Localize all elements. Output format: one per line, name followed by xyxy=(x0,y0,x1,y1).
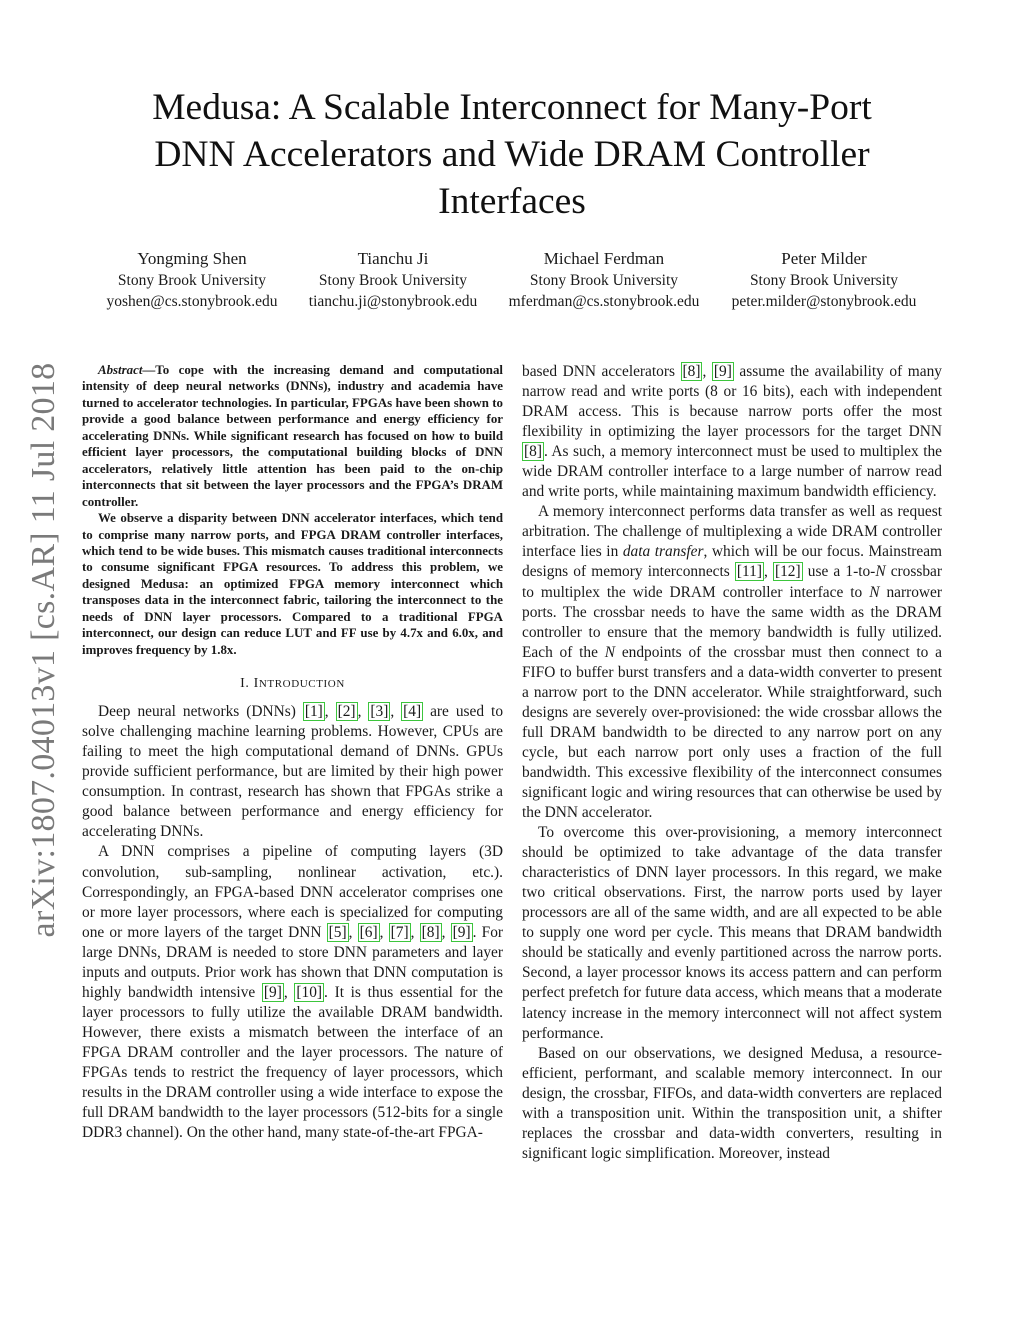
author-1 xyxy=(107,248,278,312)
author-affiliation: Stony Brook University xyxy=(117,272,267,289)
math-variable: N xyxy=(875,563,886,581)
right-paragraph-3: To overcome this over-provisioning, a memory interconnect should be optimized to take advantage of the data transfer characteristics of DNN layer processors. In this regard, we make two critical observations. First, the narrow ports used by layer processors are all of the same width, and are all expected to be able to supply one word per cycle. This means that DRAM bandwidth should be statically and evenly partitioned across the narrow ports. Second, a layer processor knows its access pattern and can perform perfect prefetch for future data access, which means that a moderate latency increase in the memory interconnect will not affect system performance. xyxy=(522,824,942,1042)
text-run: . For large DNNs, DRAM is needed to store DNN parameters and layer inputs and outputs. Prior work has shown that DNN computation is highly bandwidth intensive xyxy=(82,923,504,1001)
author-email: tianchu.ji@stonybrook.edu xyxy=(308,293,478,310)
abstract-dash: — xyxy=(142,363,156,377)
section-title-rest: NTRODUCTION xyxy=(258,678,345,691)
citation-link[interactable]: [8] xyxy=(421,923,440,941)
text-run: , xyxy=(357,703,369,721)
emphasis: data transfer xyxy=(622,543,704,561)
text-run: A memory interconnect performs data transfer as well as request arbitration. The challenge of multiplexing a wide DRAM controller interface lies in xyxy=(522,503,942,561)
text-run: use a 1-to- xyxy=(802,563,876,581)
text-run: , xyxy=(348,923,358,941)
text-run: , xyxy=(702,363,712,380)
author-name: Peter Milder xyxy=(781,249,867,268)
text-run: crossbar to multiplex the wide DRAM controller interface to xyxy=(522,563,942,601)
section-numeral: I. xyxy=(240,676,250,692)
title-line: Interfaces xyxy=(438,181,586,222)
citation-link[interactable]: [12] xyxy=(774,563,801,581)
title-line: DNN Accelerators and Wide DRAM Controller xyxy=(154,134,870,175)
citation-link[interactable]: [4] xyxy=(403,703,422,721)
citation-link[interactable]: [3] xyxy=(370,703,389,721)
abstract xyxy=(82,362,503,658)
citation-link[interactable]: [9] xyxy=(452,923,471,941)
text-run: , which will be our focus. Mainstream designs of memory interconnects xyxy=(522,543,942,581)
text-run: endpoints of the crossbar must then connect to a FIFO to buffer burst transfers and a data-width converter to present a narrow port to the DNN accelerator. While straightforward, such designs are severely over-provisioned: the wide crossbar allows the full DRAM bandwidth to be directed to any narrow port on any cycle, but each narrow port only uses a fraction of the full bandwidth. This excessive flexibility of the interconnect consumes significant logic and wiring resources that can otherwise be used by the DNN accelerator. xyxy=(522,643,942,822)
text-run: , xyxy=(410,923,420,941)
text-run: Deep neural networks (DNNs) xyxy=(98,703,303,721)
author-name: Yongming Shen xyxy=(137,249,247,268)
text-run: , xyxy=(379,923,389,941)
author-name: Michael Ferdman xyxy=(543,249,665,268)
author-name: Tianchu Ji xyxy=(357,249,429,268)
abstract-text: To cope with the increasing demand and computational intensity of deep neural networks (DNNs), industry and academia have turned to accelerator technologies. In particular, FPGAs have been shown to provide a good balance between performance and energy efficiency for accelerating DNNs. While significant research has focused on how to build efficient layer processors, the computational building blocks of DNN accelerators, relatively little attention has been paid to the on-chip interconnects that sit between the layer processors and the FPGA’s DRAM controller. xyxy=(82,363,503,509)
paper-title xyxy=(80,84,944,225)
citation-link[interactable]: [8] xyxy=(682,363,701,380)
abstract-label: Abstract xyxy=(98,363,143,377)
author-email: yoshen@cs.stonybrook.edu xyxy=(106,293,278,310)
author-email: peter.milder@stonybrook.edu xyxy=(731,293,917,310)
author-affiliation: Stony Brook University xyxy=(318,272,468,289)
text-run: , xyxy=(763,563,773,581)
citation-link[interactable]: [1] xyxy=(304,703,323,721)
text-run: , xyxy=(441,923,451,941)
citation-link[interactable]: [5] xyxy=(328,923,347,941)
text-run: narrower ports. The crossbar needs to have the same width as the DRAM controller to ensure that the memory bandwidth is fully utilized. Each of the xyxy=(522,583,942,661)
author-3 xyxy=(509,248,700,312)
text-run: are used to solve challenging machine learning problems. However, CPUs are failing to meet the high computational demand of DNNs. GPUs provide sufficient performance, but are limited by their high power consumption. In contrast, research has shown that FPGAs strike a good balance between performance and energy efficiency for accelerating DNNs. xyxy=(82,703,504,841)
abstract-paragraph-2: We observe a disparity between DNN accelerator interfaces, which tend to comprise many narrow ports, and FPGA DRAM controller interfaces, which tend to be wide buses. This mismatch causes traditional interconnects to consume significant FPGA resources. To address this problem, we designed Medusa: an optimized FPGA memory interconnect which transposes data in the interconnect fabric, tailoring the interconnect to the needs of DNN layer processors. Compared to a traditional FPGA interconnect, our design can reduce LUT and FF use by 4.7x and 6.0x, and improves frequency by 1.8x. xyxy=(82,511,503,657)
text-run: . It is thus essential for the layer processors to fully utilize the available DRAM bandwidth. However, there exists a mismatch between the interface of an FPGA DRAM controller and the layer processors. The nature of FPGAs tends to restrict the frequency of layer processors, which results in the DRAM controller using a wide interface to expose the full DRAM bandwidth to the layer processors (512-bits for a single DDR3 channel). On the other hand, many state-of-the-art FPGA- xyxy=(82,983,504,1142)
right-column xyxy=(522,362,942,1164)
citation-link[interactable]: [6] xyxy=(359,923,378,941)
right-paragraph-1 xyxy=(522,362,942,502)
intro-paragraph-1 xyxy=(82,702,503,842)
right-paragraph-2 xyxy=(522,502,942,823)
author-affiliation: Stony Brook University xyxy=(529,272,679,289)
arxiv-identifier: arXiv:1807.04013v1 [cs.AR] 11 Jul 2018 xyxy=(25,362,62,938)
citation-link[interactable]: [8] xyxy=(524,443,542,461)
author-4 xyxy=(732,248,917,312)
section-first-letter: I xyxy=(253,676,259,692)
section-heading-introduction xyxy=(82,674,503,694)
author-affiliation: Stony Brook University xyxy=(749,272,899,289)
text-run: , xyxy=(390,703,402,721)
math-variable: N xyxy=(604,643,616,661)
citation-link[interactable]: [2] xyxy=(337,703,356,721)
math-variable: N xyxy=(869,583,880,601)
text-run: A DNN comprises a pipeline of computing layers (3D convolution, sub-sampling, nonlinear activation, etc.). Correspondingly, an FPGA-based DNN accelerator comprises one or more layer processors, where each is specialized for computing one or more layers of the target DNN xyxy=(82,843,503,941)
text-run: based DNN accelerators xyxy=(522,363,681,380)
left-column xyxy=(82,362,503,1143)
citation-link[interactable]: [7] xyxy=(390,923,409,941)
text-run: . As such, a memory interconnect must be used to multiplex the wide DRAM controller interface to a large number of narrow read and write ports, while maintaining maximum bandwidth efficiency. xyxy=(522,443,942,501)
citation-link[interactable]: [9] xyxy=(713,363,732,380)
intro-paragraph-2 xyxy=(82,842,503,1143)
text-run: , xyxy=(324,703,336,721)
abstract-paragraph-1 xyxy=(82,362,503,510)
right-paragraph-4: Based on our observations, we designed Medusa, a resource-efficient, performant, and scalable memory interconnect. In our design, the crossbar, FIFOs, and data-width converters are replaced with a transposition unit. Within the transposition unit, a shifter replaces the crossbar and data-width converters, resulting in significant logic simplification. Moreover, instead xyxy=(522,1044,942,1162)
author-2 xyxy=(309,248,477,312)
text-run: , xyxy=(283,983,295,1001)
citation-link[interactable]: [11] xyxy=(736,563,762,581)
text-run: assume the availability of many narrow read and write ports (8 or 16 bits), each with independent DRAM access. This is because narrow ports offer the most flexibility in optimizing the layer processors for the target DNN xyxy=(522,363,942,441)
citation-link[interactable]: [10] xyxy=(296,983,323,1001)
author-email: mferdman@cs.stonybrook.edu xyxy=(508,293,700,310)
citation-link[interactable]: [9] xyxy=(263,983,282,1001)
title-line: Medusa: A Scalable Interconnect for Many-Port xyxy=(152,87,872,128)
